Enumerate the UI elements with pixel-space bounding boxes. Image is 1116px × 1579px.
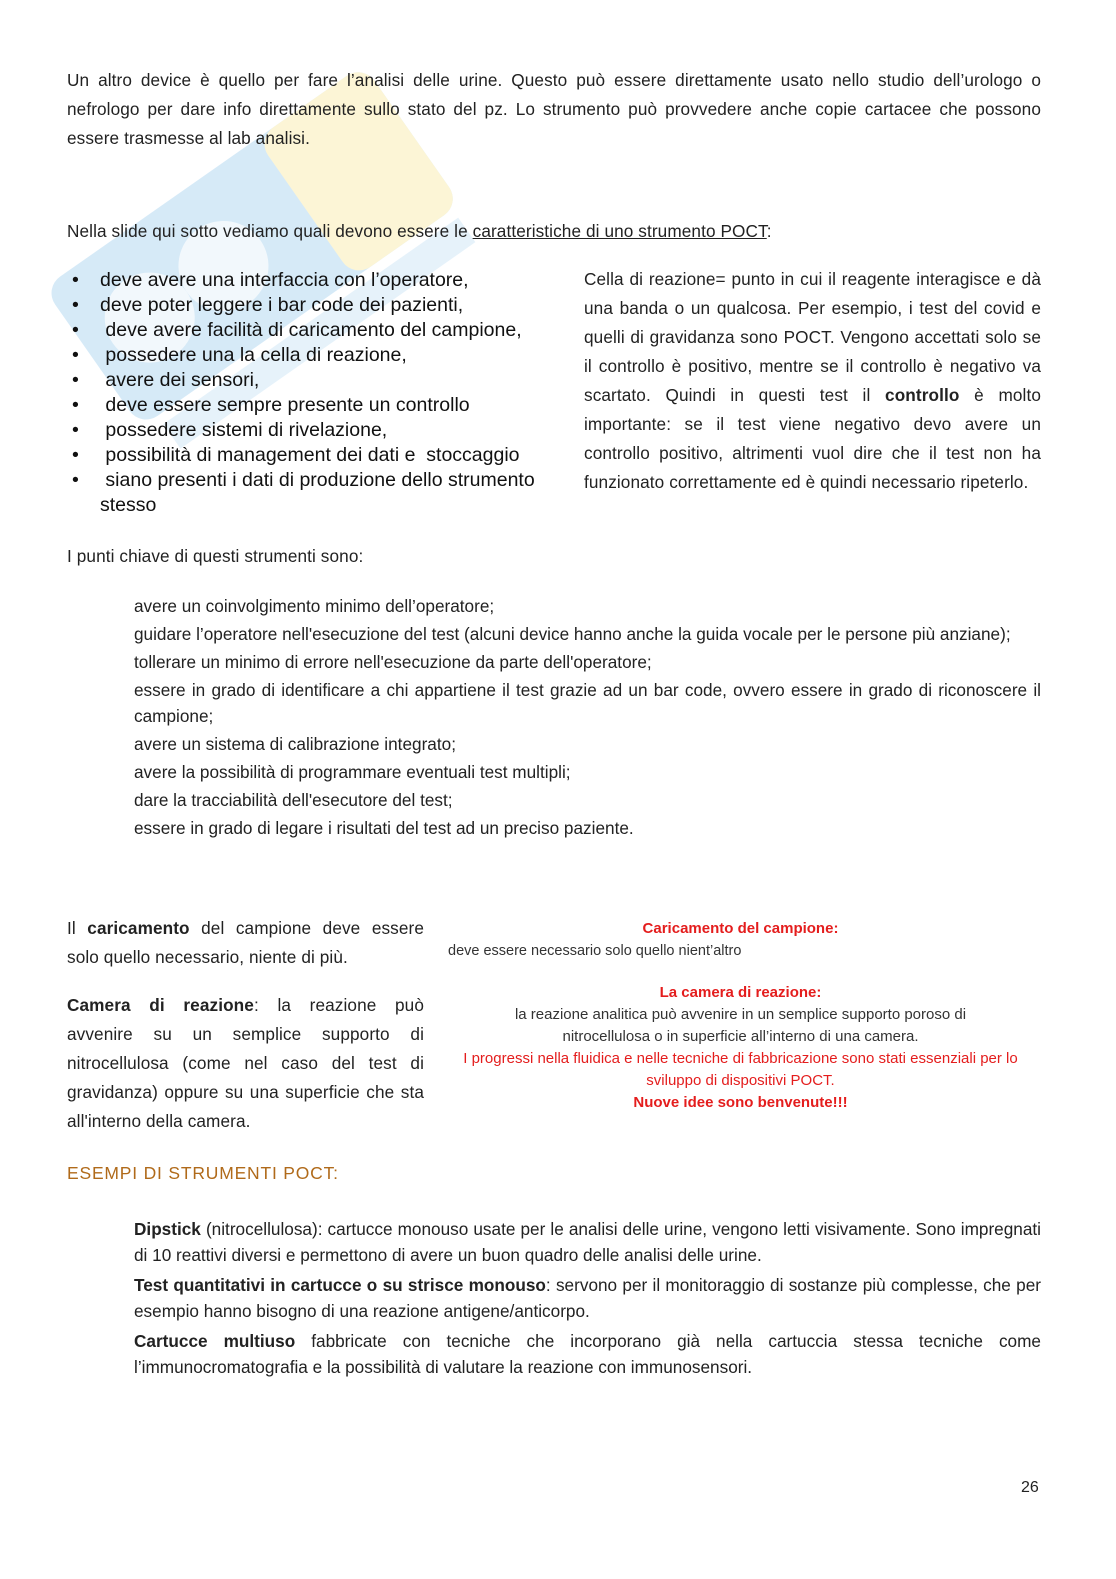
example-text: (nitrocellulosa): cartucce monouso usate per le analisi delle urine, vengono letti visivamente. Sono impregnati di 10 reattivi diversi e permettono di avere un buon quadro delle analisi delle urine. [134, 1219, 1041, 1265]
camera-paragraph [67, 991, 424, 1136]
characteristics-intro-after: : [766, 221, 772, 241]
caricamento-rest: del campione deve essere solo quello necessario, niente di più. [67, 918, 425, 967]
caricamento-paragraph [67, 914, 424, 972]
caricamento-prefix: Il [67, 918, 88, 938]
examples-list [134, 1216, 1041, 1384]
cella-paragraph [584, 265, 1041, 497]
bullet-item: • siano presenti i dati di produzione dello strumento stesso [68, 468, 568, 518]
bullet-item: • deve poter leggere i bar code dei pazienti, [72, 294, 464, 316]
key-point: avere un sistema di calibrazione integrato; [134, 734, 456, 754]
key-points-list [134, 593, 1041, 843]
bullet-item: • possedere sistemi di rivelazione, [72, 419, 388, 441]
characteristics-intro-before: Nella slide qui sotto vediamo quali devono essere le [67, 221, 473, 241]
slide-reazione [448, 918, 1033, 1114]
examples-heading: ESEMPI DI STRUMENTI POCT: [67, 1163, 339, 1183]
cella-text-1: Cella di reazione= punto in cui il reagente interagisce e dà una banda o un qualcosa. Per esempio, i test del covid e quelli di gravidanza sono POCT. Vengono accettati solo se il controllo è positivo, mentre se il controllo è negativo va scartato. Quindi in questi test il [584, 269, 1041, 405]
characteristics-link-text: caratteristiche di uno strumento POCT [472, 221, 767, 241]
slide-text-camera: la reazione analitica può avvenire in un semplice supporto poroso di nitrocellulosa o in superficie all’interno di una camera. [514, 1006, 967, 1045]
key-points-title: I punti chiave di questi strumenti sono: [67, 546, 364, 566]
page-number: 26 [1021, 1479, 1039, 1496]
key-point: essere in grado di legare i risultati del test ad un preciso paziente. [134, 818, 634, 838]
bullet-text: deve poter leggere i bar code dei pazienti, [100, 294, 464, 316]
key-point: avere un coinvolgimento minimo dell’operatore; [134, 596, 495, 616]
example-item [134, 1272, 1041, 1324]
slide-red-bold: Nuove idee sono benvenute!!! [633, 1094, 848, 1111]
bullet-item: • deve avere facilità di caricamento del campione, [72, 319, 522, 341]
bullet-text: siano presenti i dati di produzione dello strumento stesso [100, 469, 541, 516]
key-point: tollerare un minimo di errore nell'esecuzione da parte dell'operatore; [134, 652, 652, 672]
cella-text-2: è molto importante: se il test viene negativo devo avere un controllo positivo, altrimenti vuol dire che il test non ha funzionato correttamente ed è quindi necessario ripeterlo. [584, 385, 1041, 492]
bullet-item: • deve essere sempre presente un controllo [72, 394, 470, 416]
bullet-item: • avere dei sensori, [72, 369, 260, 391]
bullet-text: possibilità di management dei dati e stoccaggio [100, 444, 520, 466]
camera-bold: Camera di reazione [67, 995, 254, 1015]
slide-title-camera: La camera di reazione: [659, 984, 822, 1001]
bullet-text: possedere una la cella di reazione, [100, 344, 407, 366]
caricamento-bold: caricamento [87, 918, 190, 938]
slide-title-caricamento: Caricamento del campione: [642, 920, 839, 937]
example-text: fabbricate con tecniche che incorporano già nella cartuccia stessa tecniche come l’immunocromatografia e la possibilità di valutare la reazione con immunosensori. [134, 1331, 1041, 1377]
example-item [134, 1216, 1041, 1268]
bullet-text: avere dei sensori, [100, 369, 260, 391]
characteristics-intro [67, 217, 1041, 246]
cella-bold-controllo: controllo [885, 385, 960, 405]
key-point: guidare l’operatore nell'esecuzione del test (alcuni device hanno anche la guida vocale per le persone più anziane); [134, 624, 1011, 644]
key-point: essere in grado di identificare a chi appartiene il test grazie ad un bar code, ovvero essere in grado di riconoscere il campione; [134, 680, 1041, 726]
example-bold: Cartucce multiuso [134, 1331, 296, 1351]
slide-text-caricamento: deve essere necessario solo quello nient’altro [448, 943, 742, 959]
bullet-item: • deve avere una interfaccia con l’operatore, [72, 269, 469, 291]
bullet-item: • possibilità di management dei dati e stoccaggio [72, 444, 520, 466]
key-point: dare la tracciabilità dell'esecutore del test; [134, 790, 453, 810]
slide-red-text: I progressi nella fluidica e nelle tecniche di fabbricazione sono stati essenziali per lo sviluppo di dispositivi POCT. [463, 1050, 1018, 1089]
camera-rest: : la reazione può avvenire su un semplice supporto di nitrocellulosa (come nel caso del test di gravidanza) oppure su una superficie che sta all'interno della camera. [67, 995, 424, 1131]
example-item [134, 1328, 1041, 1380]
bullet-text: possedere sistemi di rivelazione, [100, 419, 388, 441]
key-point: avere la possibilità di programmare eventuali test multipli; [134, 762, 571, 782]
bullet-text: deve avere una interfaccia con l’operatore, [100, 269, 469, 291]
example-bold: Dipstick [134, 1219, 201, 1239]
intro-paragraph: Un altro device è quello per fare l’analisi delle urine. Questo può essere direttamente usato nello studio dell’urologo o nefrologo per dare info direttamente sullo stato del pz. Lo strumento può provvedere anche copie cartacee che possono essere trasmesse al lab analisi. [67, 70, 1041, 148]
bullet-text: deve avere facilità di caricamento del campione, [100, 319, 522, 341]
bullet-text: deve essere sempre presente un controllo [100, 394, 470, 416]
bullet-item: • possedere una la cella di reazione, [72, 344, 407, 366]
example-text: : servono per il monitoraggio di sostanze più complesse, che per esempio hanno bisogno di una reazione antigene/anticorpo. [134, 1275, 1041, 1321]
slide-bullet-list [68, 268, 568, 518]
example-bold: Test quantitativi in cartucce o su strisce monouso [134, 1275, 546, 1295]
